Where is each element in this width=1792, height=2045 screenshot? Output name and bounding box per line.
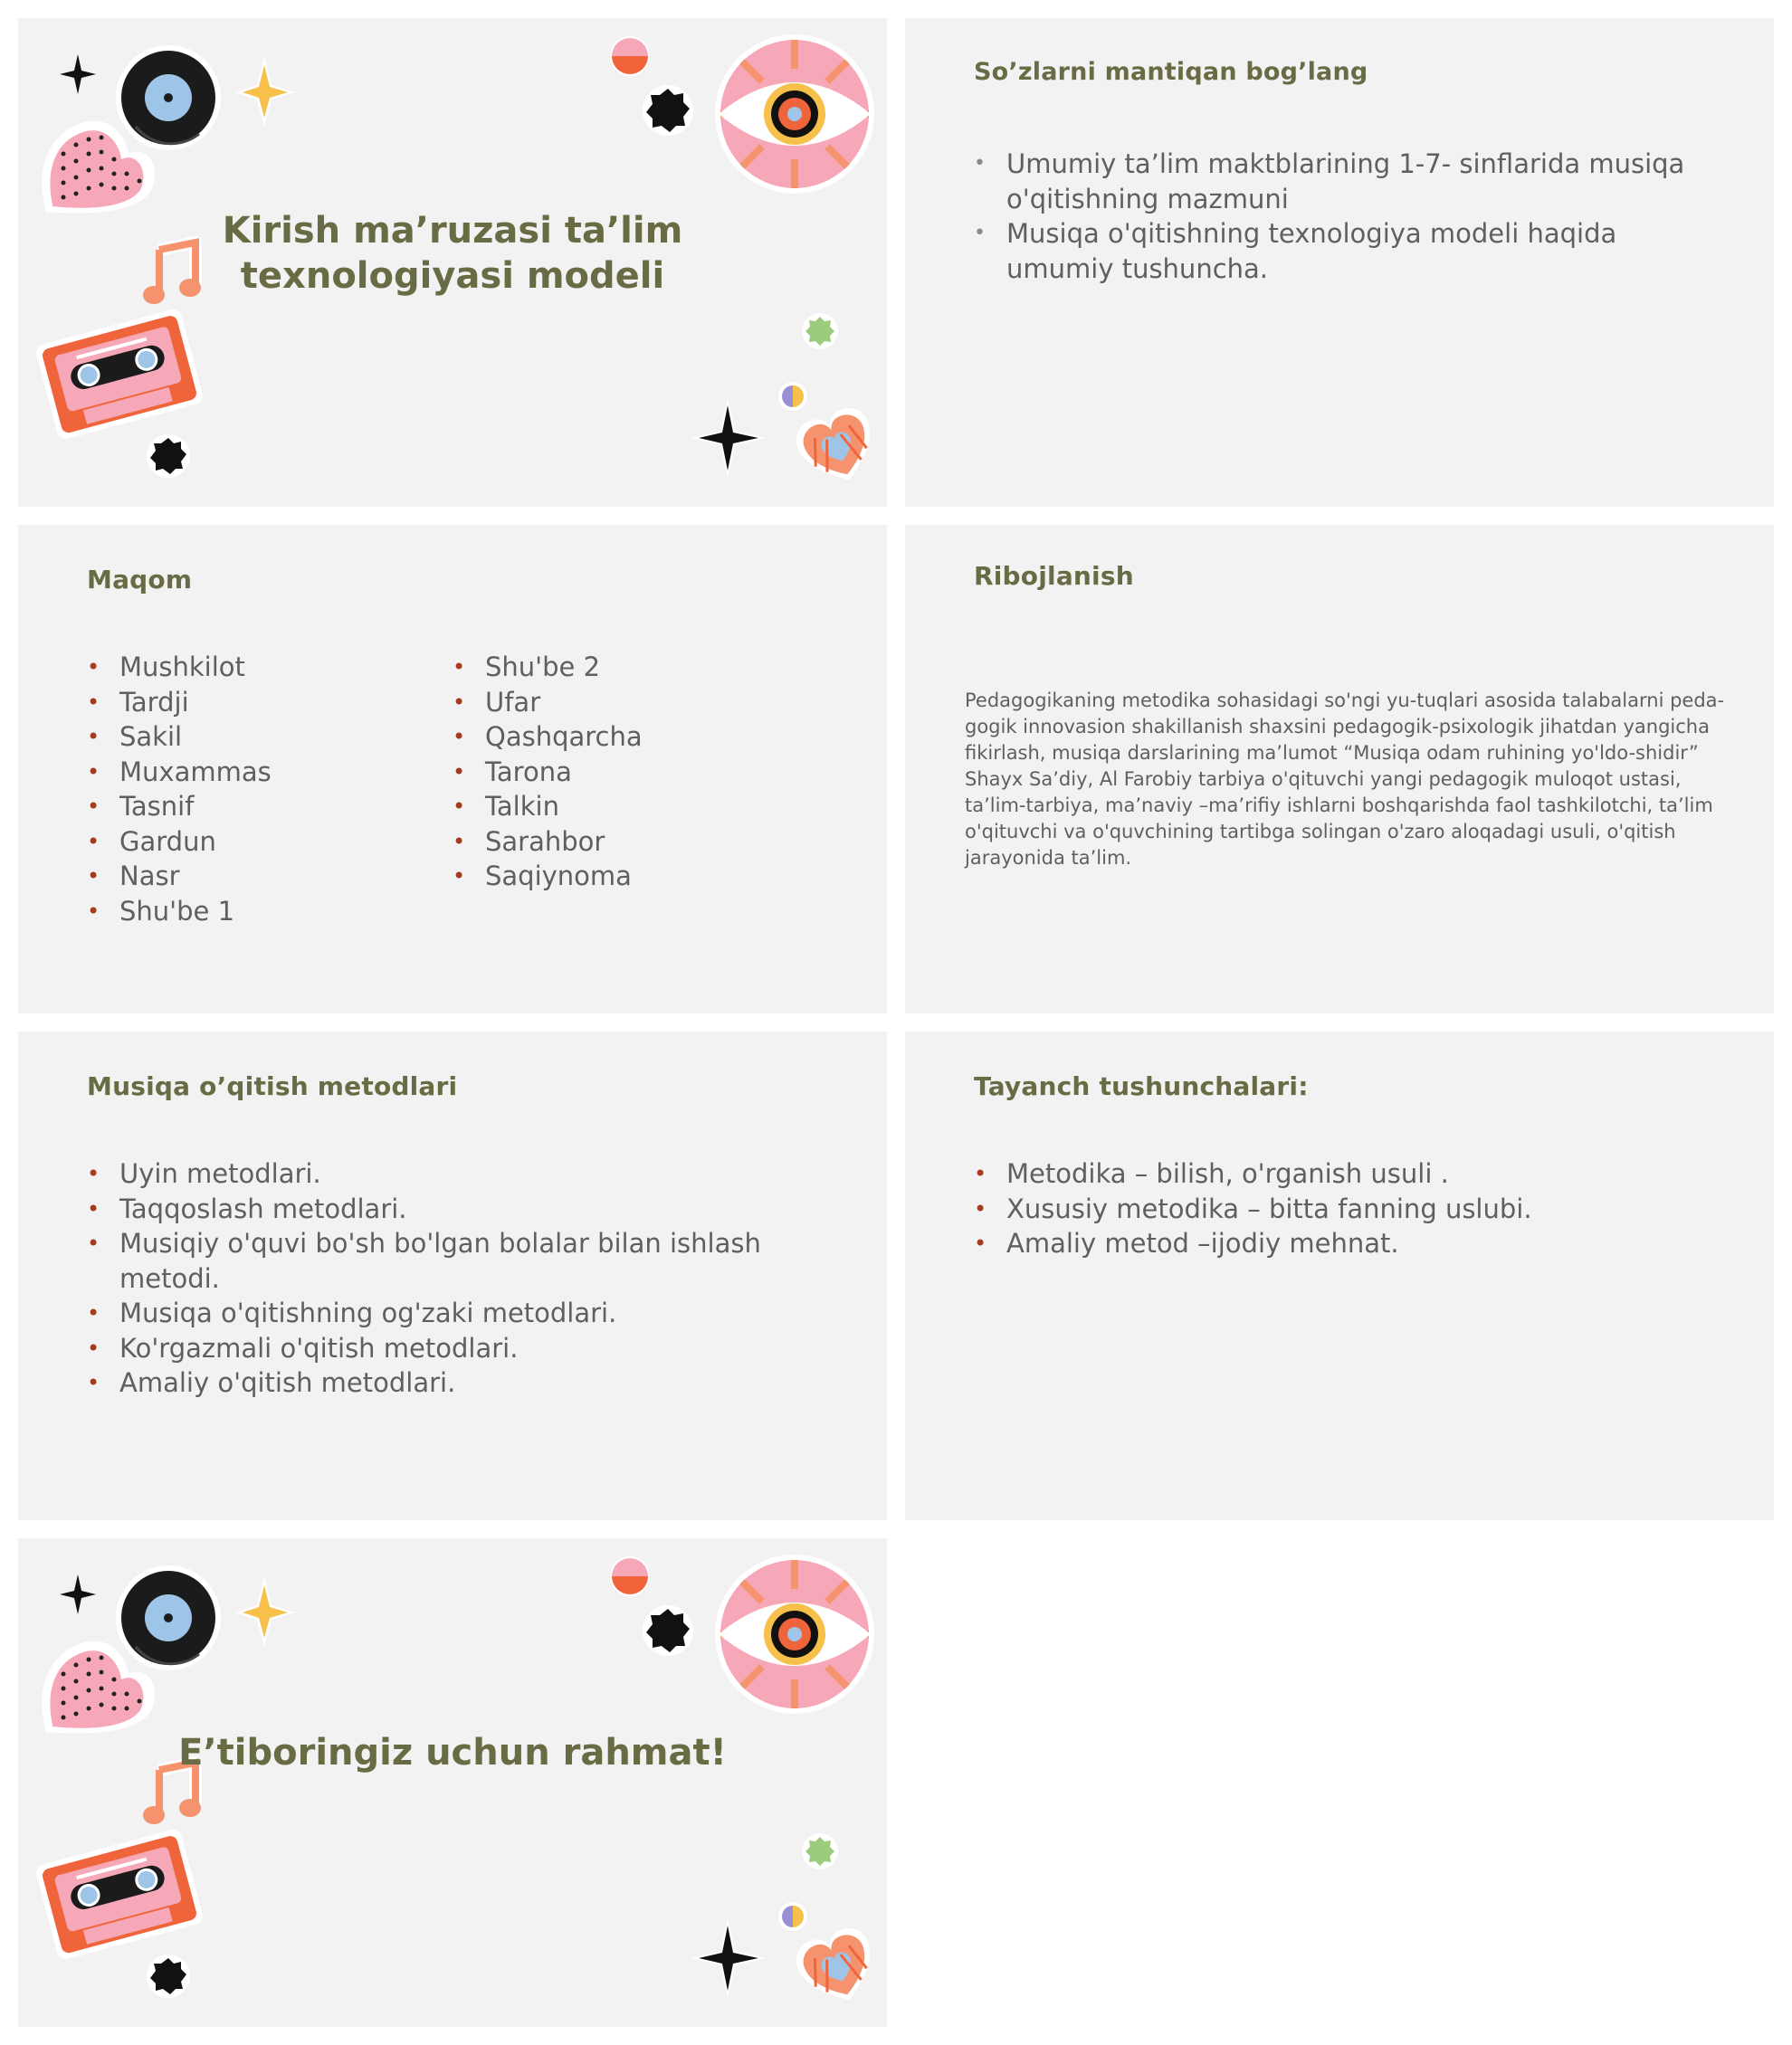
list-item: • Ko'rgazmali o'qitish metodlari.: [87, 1331, 838, 1366]
maqom-list-right: [453, 650, 815, 894]
list-item: • Saqiynoma: [453, 859, 815, 894]
list-item: • Gardun: [87, 824, 431, 860]
slide-thank-you: [18, 1538, 887, 2027]
list-item: • Uyin metodlari.: [87, 1156, 838, 1192]
list-item: • Shu'be 1: [87, 894, 431, 929]
slide-maqom: [18, 525, 887, 1013]
list-item: • Taqqoslash metodlari.: [87, 1192, 838, 1227]
list-item: • Tasnif: [87, 789, 431, 824]
list-item: • Sarahbor: [453, 824, 815, 860]
maqom-list-left: [87, 650, 431, 928]
slide-heading: Tayanch tushunchalari:: [974, 1071, 1309, 1101]
list-item: • Tarona: [453, 755, 815, 790]
list-item: • Amaliy metod –ijodiy mehnat.: [974, 1226, 1734, 1261]
list-item: • Ufar: [453, 685, 815, 720]
list-item: • Talkin: [453, 789, 815, 824]
slide-title: [18, 18, 887, 507]
list-item: • Musiqiy o'quvi bo'sh bo'lgan bolalar bilan ishlash metodi.: [87, 1226, 838, 1296]
body-paragraph: Pedagogikaning metodika sohasidagi so'ngi yu-tuqlari asosida talabalarni peda-gogik innovasion shakillanish shaxsini pedagogik-psixologik jihatdan yangicha fikirlash, musiqa darslarining ma’lumot “Musiqa odam ruhining yo'ldo-shidir” Shayx Sa’diy, Al Farobiy tarbiya o'qituvchi yangi pedagogik muloqot ustasi, ta’lim-tarbiya, ma’naviy –ma’rifiy ishlarni boshqarishda faol tashkilotchi, ta’lim o'qituvchi va o'quvchining tartibga solingan o'zaro aloqadagi usuli, o'qitish jarayonida ta’lim.: [965, 690, 1725, 869]
list-item: • Nasr: [87, 859, 431, 894]
presentation-title: Kirish ma’ruzasi ta’lim texnologiyasi modeli: [222, 210, 683, 297]
slide-connect-words: [905, 18, 1774, 507]
list-item: • Sakil: [87, 719, 431, 755]
list-item: • Qashqarcha: [453, 719, 815, 755]
slide-heading: So’zlarni mantiqan bog’lang: [974, 58, 1368, 86]
list-item: • Musiqa o'qitishning texnologiya modeli haqida umumiy tushuncha.: [974, 216, 1716, 286]
slide-heading: Ribojlanish: [974, 561, 1134, 591]
methods-list: [87, 1156, 838, 1401]
list-item: • Amaliy o'qitish metodlari.: [87, 1365, 838, 1401]
slide-heading: Maqom: [87, 565, 193, 594]
list-item: • Umumiy ta’lim maktblarining 1-7- sinflarida musiqa o'qitishning mazmuni: [974, 147, 1716, 216]
thank-you-title: E’tiboringiz uchun rahmat!: [178, 1732, 727, 1774]
list-item: • Tardji: [87, 685, 431, 720]
list-item: • Shu'be 2: [453, 650, 815, 685]
slide-key-concepts: [905, 1032, 1774, 1520]
topic-list: [974, 147, 1716, 286]
slide-heading: Musiqa o’qitish metodlari: [87, 1071, 458, 1101]
concepts-list: [974, 1156, 1734, 1261]
list-item: • Mushkilot: [87, 650, 431, 685]
slide-ribojlanish: [905, 525, 1774, 1013]
list-item: • Muxammas: [87, 755, 431, 790]
list-item: • Xususiy metodika – bitta fanning uslubi.: [974, 1192, 1734, 1227]
sticker-decorations: [18, 1538, 887, 2027]
list-item: • Musiqa o'qitishning og'zaki metodlari.: [87, 1296, 838, 1331]
list-item: • Metodika – bilish, o'rganish usuli .: [974, 1156, 1734, 1192]
slide-teaching-methods: [18, 1032, 887, 1520]
